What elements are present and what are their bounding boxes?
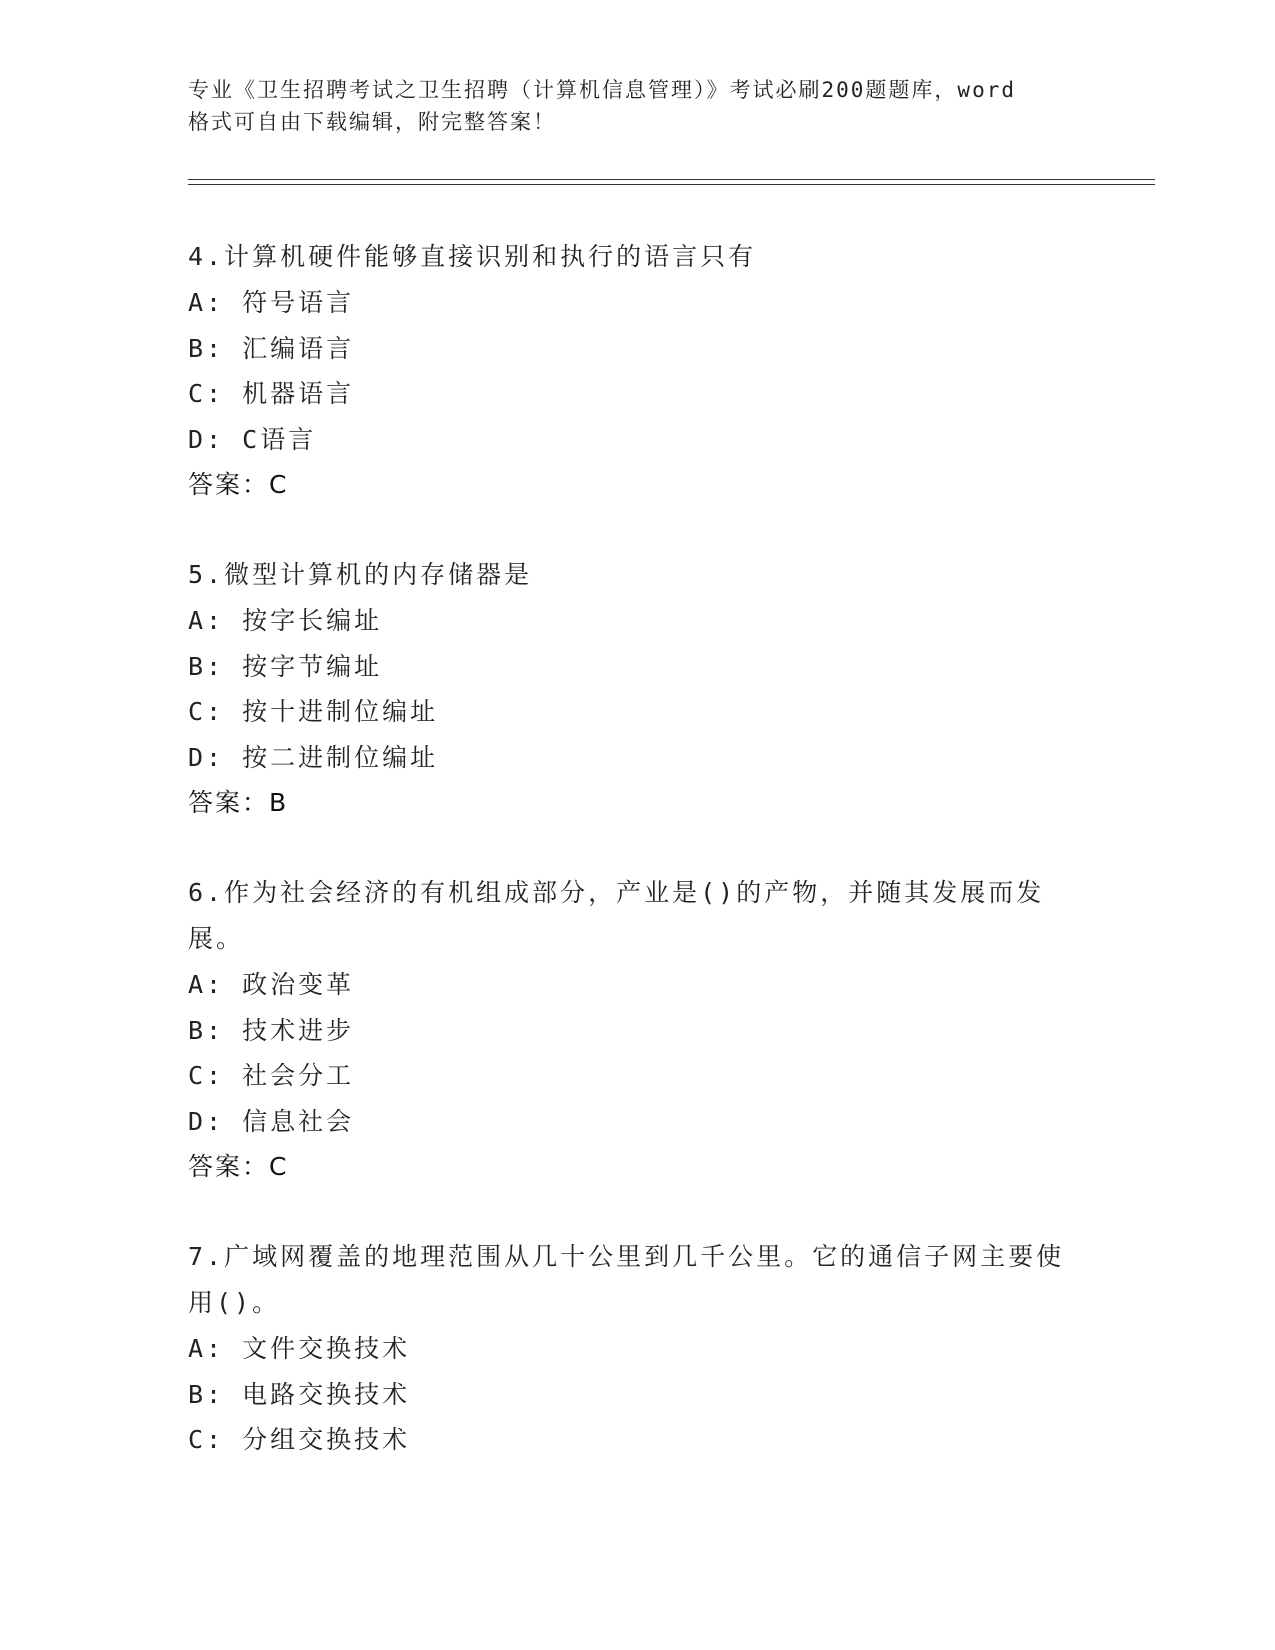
option-c: C: 机器语言	[188, 379, 355, 408]
question-stem: 7.广域网覆盖的地理范围从几十公里到几千公里。它的通信子网主要使用()。	[188, 1242, 1065, 1317]
option-c: C: 按十进制位编址	[188, 697, 439, 726]
option-c: C: 社会分工	[188, 1061, 355, 1090]
option-a: A: 按字长编址	[188, 606, 383, 635]
question-stem: 4.计算机硬件能够直接识别和执行的语言只有	[188, 242, 757, 271]
answer: 答案：C	[188, 470, 289, 499]
option-b: B: 按字节编址	[188, 651, 383, 681]
header-line-2: 格式可自由下载编辑，附完整答案！	[188, 110, 556, 134]
option-c: C: 分组交换技术	[188, 1425, 411, 1454]
option-b: B: 技术进步	[188, 1015, 355, 1045]
option-b: B: 汇编语言	[188, 333, 355, 363]
question-stem: 5.微型计算机的内存储器是	[188, 560, 533, 589]
header-line-1: 专业《卫生招聘考试之卫生招聘（计算机信息管理）》考试必刷200题题库，word	[188, 78, 1016, 102]
question-5	[188, 552, 1068, 825]
option-a: A: 文件交换技术	[188, 1334, 411, 1363]
header-divider-bottom	[188, 184, 1155, 185]
option-b: B: 电路交换技术	[188, 1379, 411, 1409]
option-a: A: 符号语言	[188, 288, 355, 317]
option-d: D: C语言	[188, 424, 317, 454]
question-6	[188, 870, 1068, 1189]
answer: 答案：B	[188, 788, 289, 817]
answer: 答案：C	[188, 1152, 289, 1181]
document-header	[188, 74, 1088, 138]
option-d: D: 信息社会	[188, 1106, 355, 1136]
option-a: A: 政治变革	[188, 970, 355, 999]
option-d: D: 按二进制位编址	[188, 742, 439, 772]
header-divider-top	[188, 179, 1155, 180]
question-stem: 6.作为社会经济的有机组成部分，产业是()的产物，并随其发展而发展。	[188, 878, 1045, 953]
question-list	[188, 234, 1068, 1508]
question-7	[188, 1234, 1068, 1463]
question-4	[188, 234, 1068, 507]
